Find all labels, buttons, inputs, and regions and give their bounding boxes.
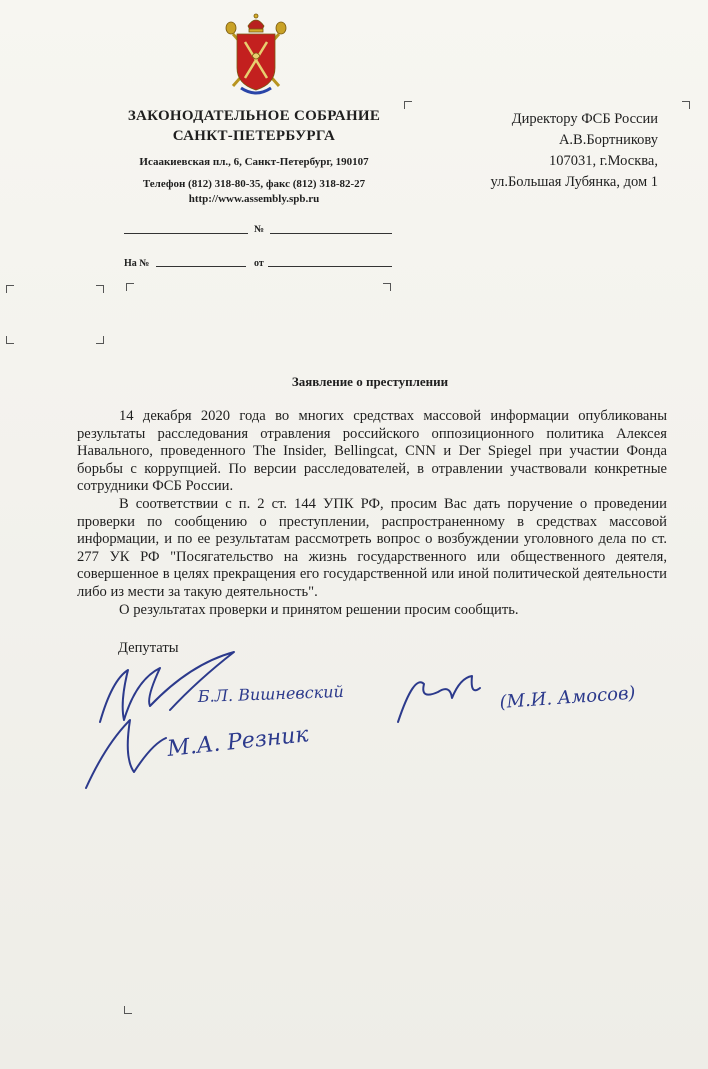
paragraph-1: 14 декабря 2020 года во многих средствах массовой информации опубликованы результаты расследования отравления российского оппозиционного политика Алексея Навального, проведенного The Insider, Bellingcat, CNN и Der Spiegel при участии Фонда борьбы с коррупцией. По версии расследователей, в отравлении участвовали конкретные сотрудники ФСБ России. bbox=[77, 408, 667, 495]
signature-amosov: (М.И. Амосов) bbox=[498, 682, 637, 713]
document-title: Заявление о преступлении bbox=[291, 374, 449, 389]
reply-number-blank bbox=[156, 266, 246, 267]
reply-date-blank bbox=[268, 266, 392, 267]
signature-scribble-2 bbox=[86, 720, 166, 788]
corner-mark bbox=[124, 1006, 132, 1014]
signature-reznik: М.А. Резник bbox=[166, 722, 310, 762]
recipient-title: Директору ФСБ России bbox=[511, 111, 658, 127]
corner-mark bbox=[6, 336, 14, 344]
org-address: Исаакиевская пл., 6, Санкт-Петербург, 190107 bbox=[139, 156, 369, 168]
corner-mark bbox=[126, 283, 134, 291]
recipient-city: 107031, г.Москва, bbox=[548, 153, 658, 169]
signers-label: Депутаты bbox=[118, 640, 179, 656]
signature-vishnevsky: Б.Л. Вишневский bbox=[197, 681, 345, 706]
recipient-street: ул.Большая Лубянка, дом 1 bbox=[490, 174, 658, 190]
recipient-block bbox=[491, 109, 659, 193]
reply-to-label: На № bbox=[124, 258, 150, 269]
signatures-area bbox=[80, 640, 700, 800]
number-date-blank bbox=[124, 233, 248, 234]
corner-mark bbox=[96, 285, 104, 293]
org-name-line2: САНКТ-ПЕТЕРБУРГА bbox=[172, 128, 336, 144]
corner-mark bbox=[404, 101, 412, 109]
document-body bbox=[77, 408, 667, 619]
org-website: http://www.assembly.spb.ru bbox=[188, 193, 320, 205]
corner-mark bbox=[6, 285, 14, 293]
corner-mark bbox=[682, 101, 690, 109]
corner-mark bbox=[383, 283, 391, 291]
org-name-line1: ЗАКОНОДАТЕЛЬНОЕ СОБРАНИЕ bbox=[127, 108, 381, 124]
number-blank bbox=[270, 233, 392, 234]
org-phone: Телефон (812) 318-80-35, факс (812) 318-82-27 bbox=[142, 178, 366, 190]
number-label: № bbox=[254, 224, 265, 235]
recipient-name: А.В.Бортникову bbox=[558, 132, 658, 148]
paragraph-2: В соответствии с п. 2 ст. 144 УПК РФ, просим Вас дать поручение о проведении проверки по сообщению о преступлении, распространенному в средствах массовой информации, и по ее результатам рассмотреть вопрос о возбуждении уголовного дела по ст. 277 УК РФ "Посягательство на жизнь государственного или общественного деятеля, совершенное в целях прекращения его государственной или иной политической деятельности либо из мести за такую деятельность". bbox=[77, 495, 667, 600]
signature-scribble-3 bbox=[398, 676, 480, 722]
corner-mark bbox=[96, 336, 104, 344]
paragraph-3: О результатах проверки и принятом решении просим сообщить. bbox=[119, 601, 519, 618]
date-label: от bbox=[254, 258, 264, 269]
coat-of-arms-emblem bbox=[221, 12, 291, 98]
